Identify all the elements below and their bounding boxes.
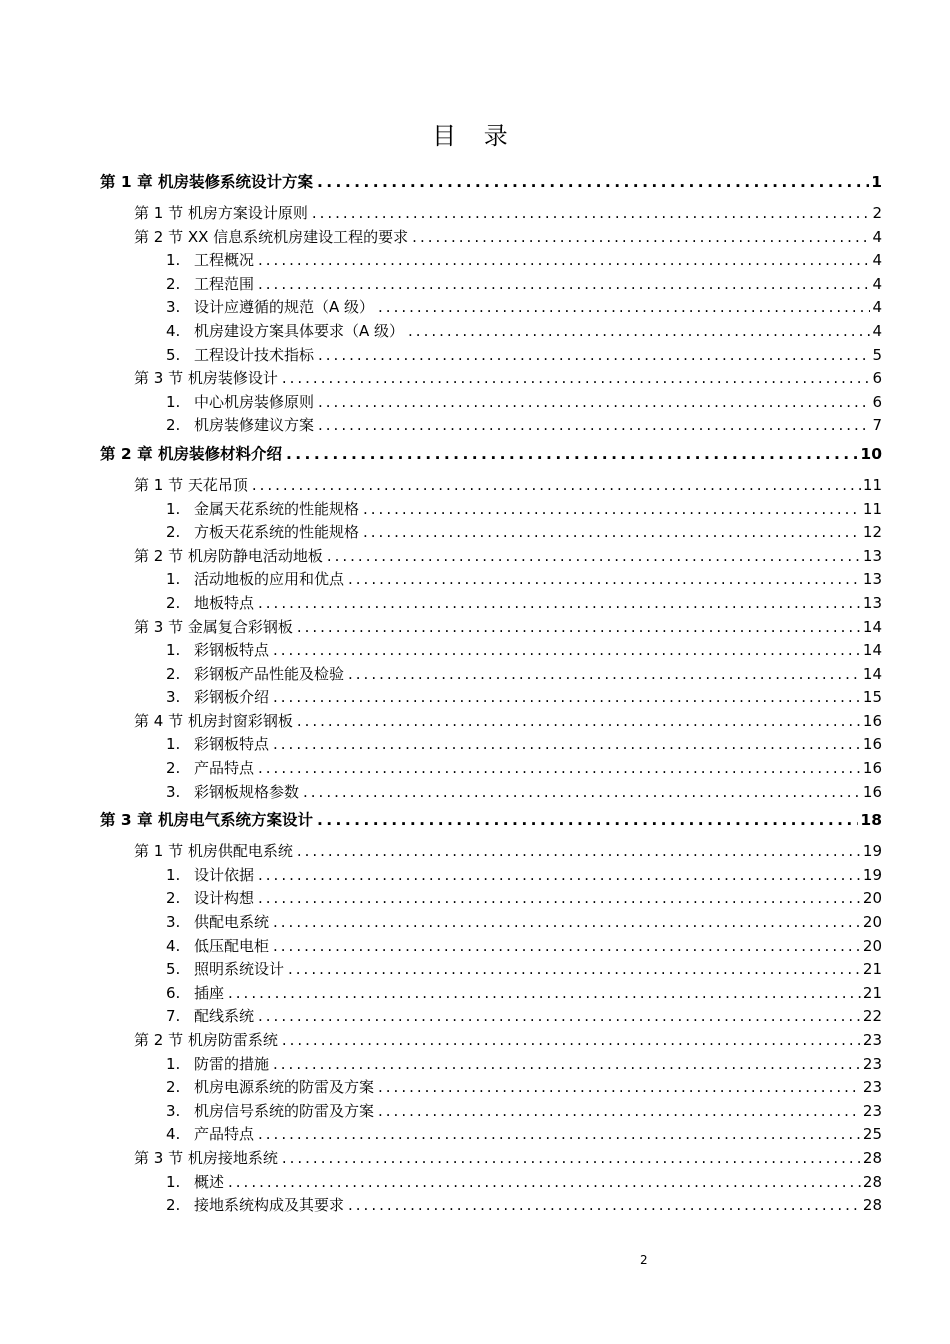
- dot-leader: [286, 445, 858, 463]
- toc-entry-label: 插座: [194, 983, 225, 1002]
- toc-item-number: 1.: [166, 251, 181, 270]
- dot-leader: [327, 547, 861, 565]
- dot-leader: [318, 346, 870, 364]
- dot-leader: [258, 889, 861, 907]
- toc-entry-label: 第 3 节 金属复合彩钢板: [134, 617, 293, 636]
- toc-item-number: 7.: [166, 1007, 181, 1026]
- dot-leader: [258, 1125, 861, 1143]
- toc-item-number: 3.: [166, 913, 181, 932]
- dot-leader: [312, 204, 871, 222]
- toc-entry-label: 彩钢板特点: [194, 735, 270, 754]
- dot-leader: [363, 523, 861, 541]
- page-number: 2: [640, 1253, 648, 1267]
- dot-leader: [282, 1031, 861, 1049]
- dot-leader: [363, 500, 861, 518]
- toc-item-entry[interactable]: [100, 521, 882, 545]
- toc-page-number: 4: [872, 227, 882, 246]
- toc-section-entry[interactable]: [100, 1147, 882, 1171]
- toc-page-number: 10: [860, 444, 882, 463]
- toc-item-entry[interactable]: [100, 781, 882, 805]
- toc-page-number: 20: [862, 913, 882, 932]
- toc-page-number: 21: [862, 960, 882, 979]
- toc-item-entry[interactable]: [100, 1171, 882, 1195]
- dot-leader: [348, 1196, 861, 1214]
- toc-item-entry[interactable]: [100, 344, 882, 368]
- toc-entry-label: 彩钢板特点: [194, 641, 270, 660]
- dot-leader: [258, 1007, 861, 1025]
- toc-entry-label: 机房建设方案具体要求（A 级）: [194, 321, 405, 340]
- toc-entry-label: 产品特点: [194, 759, 255, 778]
- toc-entry-label: 第 1 节 机房供配电系统: [134, 842, 293, 861]
- toc-item-number: 3.: [166, 688, 181, 707]
- toc-page-number: 23: [862, 1031, 882, 1049]
- toc-page-number: 13: [862, 546, 882, 565]
- toc-item-entry[interactable]: [100, 911, 882, 935]
- toc-page-number: 4: [872, 274, 882, 293]
- toc-item-entry[interactable]: [100, 1194, 882, 1218]
- toc-item-number: 4.: [166, 321, 181, 340]
- toc-chapter-entry[interactable]: [100, 442, 882, 470]
- dot-leader: [258, 275, 870, 293]
- toc-item-number: 2.: [166, 274, 181, 293]
- toc-page-number: 11: [862, 499, 882, 518]
- toc-page-number: 19: [862, 865, 882, 884]
- toc-entry-label: 机房电源系统的防雷及方案: [194, 1078, 375, 1097]
- toc-page-number: 13: [862, 570, 882, 589]
- toc-item-number: 1.: [166, 735, 181, 754]
- toc-entry-label: 第 3 节 机房接地系统: [134, 1148, 278, 1167]
- toc-item-number: 2.: [166, 664, 181, 683]
- toc-section-entry[interactable]: [100, 226, 882, 250]
- dot-leader: [297, 712, 861, 730]
- page-title: 目 录: [432, 122, 518, 150]
- dot-leader: [228, 1173, 861, 1191]
- toc-item-number: 4.: [166, 936, 181, 955]
- dot-leader: [258, 594, 861, 612]
- toc-page-number: 18: [860, 811, 882, 830]
- toc-item-number: 1.: [166, 1054, 181, 1073]
- toc-page-number: 2: [872, 204, 882, 222]
- toc-entry-label: 工程范围: [194, 274, 255, 293]
- toc-item-entry[interactable]: [100, 498, 882, 522]
- toc-page-number: 6: [872, 392, 882, 411]
- toc-item-number: 2.: [166, 1196, 181, 1215]
- toc-page-number: 28: [862, 1172, 882, 1191]
- toc-item-entry[interactable]: [100, 568, 882, 592]
- toc-page-number: 28: [862, 1148, 882, 1167]
- toc-item-number: 1.: [166, 865, 181, 884]
- dot-leader: [318, 416, 870, 434]
- toc-item-number: 5.: [166, 345, 181, 364]
- toc-page-number: 19: [862, 842, 882, 861]
- toc-entry-label: 第 2 节 机房防静电活动地板: [134, 546, 323, 565]
- toc-item-number: 1.: [166, 1172, 181, 1191]
- toc-item-entry[interactable]: [100, 1076, 882, 1100]
- toc-page-number: 16: [862, 759, 882, 778]
- toc-section-entry[interactable]: [100, 840, 882, 864]
- toc-item-entry[interactable]: [100, 320, 882, 344]
- toc-page-number: 5: [872, 345, 882, 364]
- toc-entry-label: 第 4 节 机房封窗彩钢板: [134, 711, 293, 730]
- toc-item-entry[interactable]: [100, 686, 882, 710]
- toc-item-number: 5.: [166, 960, 181, 979]
- toc-entry-label: 中心机房装修原则: [194, 392, 315, 411]
- toc-item-entry[interactable]: [100, 414, 882, 438]
- toc-entry-label: 第 2 章 机房装修材料介绍: [100, 444, 282, 463]
- toc-item-number: 1.: [166, 570, 181, 589]
- toc-page-number: 4: [872, 251, 882, 270]
- dot-leader: [282, 369, 871, 387]
- dot-leader: [348, 665, 861, 683]
- toc-page-number: 20: [862, 936, 882, 955]
- toc-page-number: 1: [871, 173, 882, 191]
- toc-entry-label: 设计应遵循的规范（A 级）: [194, 298, 375, 317]
- toc-item-entry[interactable]: [100, 663, 882, 687]
- toc-item-number: 3.: [166, 782, 181, 801]
- toc-section-entry[interactable]: [100, 710, 882, 734]
- toc-item-entry[interactable]: [100, 1100, 882, 1124]
- toc-entry-label: 第 1 节 天花吊顶: [134, 475, 248, 494]
- table-of-contents: [100, 166, 882, 1218]
- toc-entry-label: 彩钢板介绍: [194, 688, 270, 707]
- toc-page-number: 7: [872, 416, 882, 435]
- toc-item-number: 3.: [166, 298, 181, 317]
- toc-page-number: 20: [862, 889, 882, 908]
- toc-item-entry[interactable]: [100, 249, 882, 273]
- toc-entry-label: 工程设计技术指标: [194, 345, 315, 364]
- toc-item-entry[interactable]: [100, 296, 882, 320]
- toc-page-number: 15: [862, 688, 882, 707]
- toc-entry-label: 方板天花系统的性能规格: [194, 523, 360, 542]
- toc-item-entry[interactable]: [100, 1005, 882, 1029]
- toc-item-number: 6.: [166, 983, 181, 1002]
- toc-item-entry[interactable]: [100, 733, 882, 757]
- dot-leader: [348, 570, 861, 588]
- toc-section-entry[interactable]: [100, 545, 882, 569]
- toc-page-number: 6: [872, 369, 882, 388]
- toc-item-number: 2.: [166, 1078, 181, 1097]
- dot-leader: [258, 759, 861, 777]
- dot-leader: [273, 937, 861, 955]
- toc-item-entry[interactable]: [100, 639, 882, 663]
- toc-item-entry[interactable]: [100, 935, 882, 959]
- toc-item-number: 1.: [166, 641, 181, 660]
- toc-entry-label: 活动地板的应用和优点: [194, 570, 345, 589]
- toc-page-number: 16: [862, 735, 882, 754]
- dot-leader: [273, 688, 861, 706]
- dot-leader: [258, 866, 861, 884]
- toc-entry-label: 概述: [194, 1172, 225, 1191]
- toc-item-number: 3.: [166, 1101, 181, 1120]
- toc-page-number: 11: [862, 475, 882, 494]
- toc-chapter-entry[interactable]: [100, 170, 882, 198]
- toc-entry-label: 防雷的措施: [194, 1054, 270, 1073]
- toc-entry-label: 彩钢板产品性能及检验: [194, 664, 345, 683]
- toc-item-entry[interactable]: [100, 958, 882, 982]
- toc-section-entry[interactable]: [100, 367, 882, 391]
- toc-page-number: 23: [862, 1078, 882, 1097]
- toc-entry-label: 照明系统设计: [194, 960, 285, 979]
- toc-item-entry[interactable]: [100, 273, 882, 297]
- toc-entry-label: 配线系统: [194, 1007, 255, 1026]
- toc-section-entry[interactable]: [100, 1029, 882, 1053]
- dot-leader: [317, 811, 858, 829]
- toc-entry-label: 工程概况: [194, 251, 255, 270]
- dot-leader: [317, 173, 869, 191]
- dot-leader: [378, 1102, 861, 1120]
- toc-page-number: 21: [862, 983, 882, 1002]
- dot-leader: [378, 1078, 861, 1096]
- toc-page-number: 12: [862, 523, 882, 542]
- toc-item-number: 2.: [166, 523, 181, 542]
- toc-page-number: 22: [862, 1007, 882, 1026]
- toc-entry-label: 第 1 章 机房装修系统设计方案: [100, 173, 313, 191]
- toc-item-entry[interactable]: [100, 757, 882, 781]
- dot-leader: [318, 393, 870, 411]
- toc-entry-label: 接地系统构成及其要求: [194, 1196, 345, 1215]
- toc-entry-label: 第 2 节 机房防雷系统: [134, 1031, 278, 1049]
- toc-item-entry[interactable]: [100, 1123, 882, 1147]
- toc-item-entry[interactable]: [100, 982, 882, 1006]
- toc-item-number: 4.: [166, 1125, 181, 1144]
- toc-page-number: 14: [862, 664, 882, 683]
- toc-item-number: 1.: [166, 392, 181, 411]
- toc-entry-label: 设计依据: [194, 865, 255, 884]
- dot-leader: [273, 1055, 861, 1073]
- dot-leader: [297, 618, 861, 636]
- toc-page-number: 28: [862, 1196, 882, 1215]
- toc-page-number: 23: [862, 1054, 882, 1073]
- dot-leader: [378, 298, 870, 316]
- toc-entry-label: 供配电系统: [194, 913, 270, 932]
- toc-entry-label: 第 3 节 机房装修设计: [134, 369, 278, 388]
- dot-leader: [303, 783, 861, 801]
- toc-section-entry[interactable]: [100, 202, 882, 226]
- toc-page-number: 4: [872, 298, 882, 317]
- toc-page-number: 25: [862, 1125, 882, 1144]
- toc-page-number: 14: [862, 641, 882, 660]
- toc-item-entry[interactable]: [100, 391, 882, 415]
- dot-leader: [252, 476, 861, 494]
- dot-leader: [273, 641, 861, 659]
- toc-page-number: 16: [862, 782, 882, 801]
- toc-item-number: 2.: [166, 593, 181, 612]
- dot-leader: [288, 960, 861, 978]
- toc-chapter-entry[interactable]: [100, 808, 882, 836]
- toc-entry-label: 第 2 节 XX 信息系统机房建设工程的要求: [134, 227, 409, 246]
- dot-leader: [412, 228, 870, 246]
- dot-leader: [273, 735, 861, 753]
- toc-page-number: 23: [862, 1101, 882, 1120]
- toc-entry-label: 机房信号系统的防雷及方案: [194, 1101, 375, 1120]
- toc-entry-label: 产品特点: [194, 1125, 255, 1144]
- dot-leader: [297, 842, 861, 860]
- toc-entry-label: 机房装修建议方案: [194, 416, 315, 435]
- dot-leader: [408, 322, 870, 340]
- toc-page-number: 4: [872, 321, 882, 340]
- toc-page-number: 16: [862, 711, 882, 730]
- toc-item-entry[interactable]: [100, 887, 882, 911]
- toc-item-number: 2.: [166, 889, 181, 908]
- toc-entry-label: 低压配电柜: [194, 936, 270, 955]
- toc-section-entry[interactable]: [100, 616, 882, 640]
- dot-leader: [273, 913, 861, 931]
- toc-page-number: 13: [862, 593, 882, 612]
- dot-leader: [228, 984, 861, 1002]
- toc-entry-label: 第 3 章 机房电气系统方案设计: [100, 811, 313, 830]
- toc-item-entry[interactable]: [100, 864, 882, 888]
- toc-entry-label: 地板特点: [194, 593, 255, 612]
- dot-leader: [282, 1149, 861, 1167]
- toc-entry-label: 彩钢板规格参数: [194, 782, 300, 801]
- toc-entry-label: 设计构想: [194, 889, 255, 908]
- toc-section-entry[interactable]: [100, 474, 882, 498]
- toc-entry-label: 金属天花系统的性能规格: [194, 499, 360, 518]
- dot-leader: [258, 251, 870, 269]
- toc-item-entry[interactable]: [100, 1053, 882, 1077]
- toc-page-number: 14: [862, 617, 882, 636]
- toc-item-number: 2.: [166, 416, 181, 435]
- toc-item-number: 1.: [166, 499, 181, 518]
- toc-entry-label: 第 1 节 机房方案设计原则: [134, 204, 308, 222]
- toc-item-number: 2.: [166, 759, 181, 778]
- toc-item-entry[interactable]: [100, 592, 882, 616]
